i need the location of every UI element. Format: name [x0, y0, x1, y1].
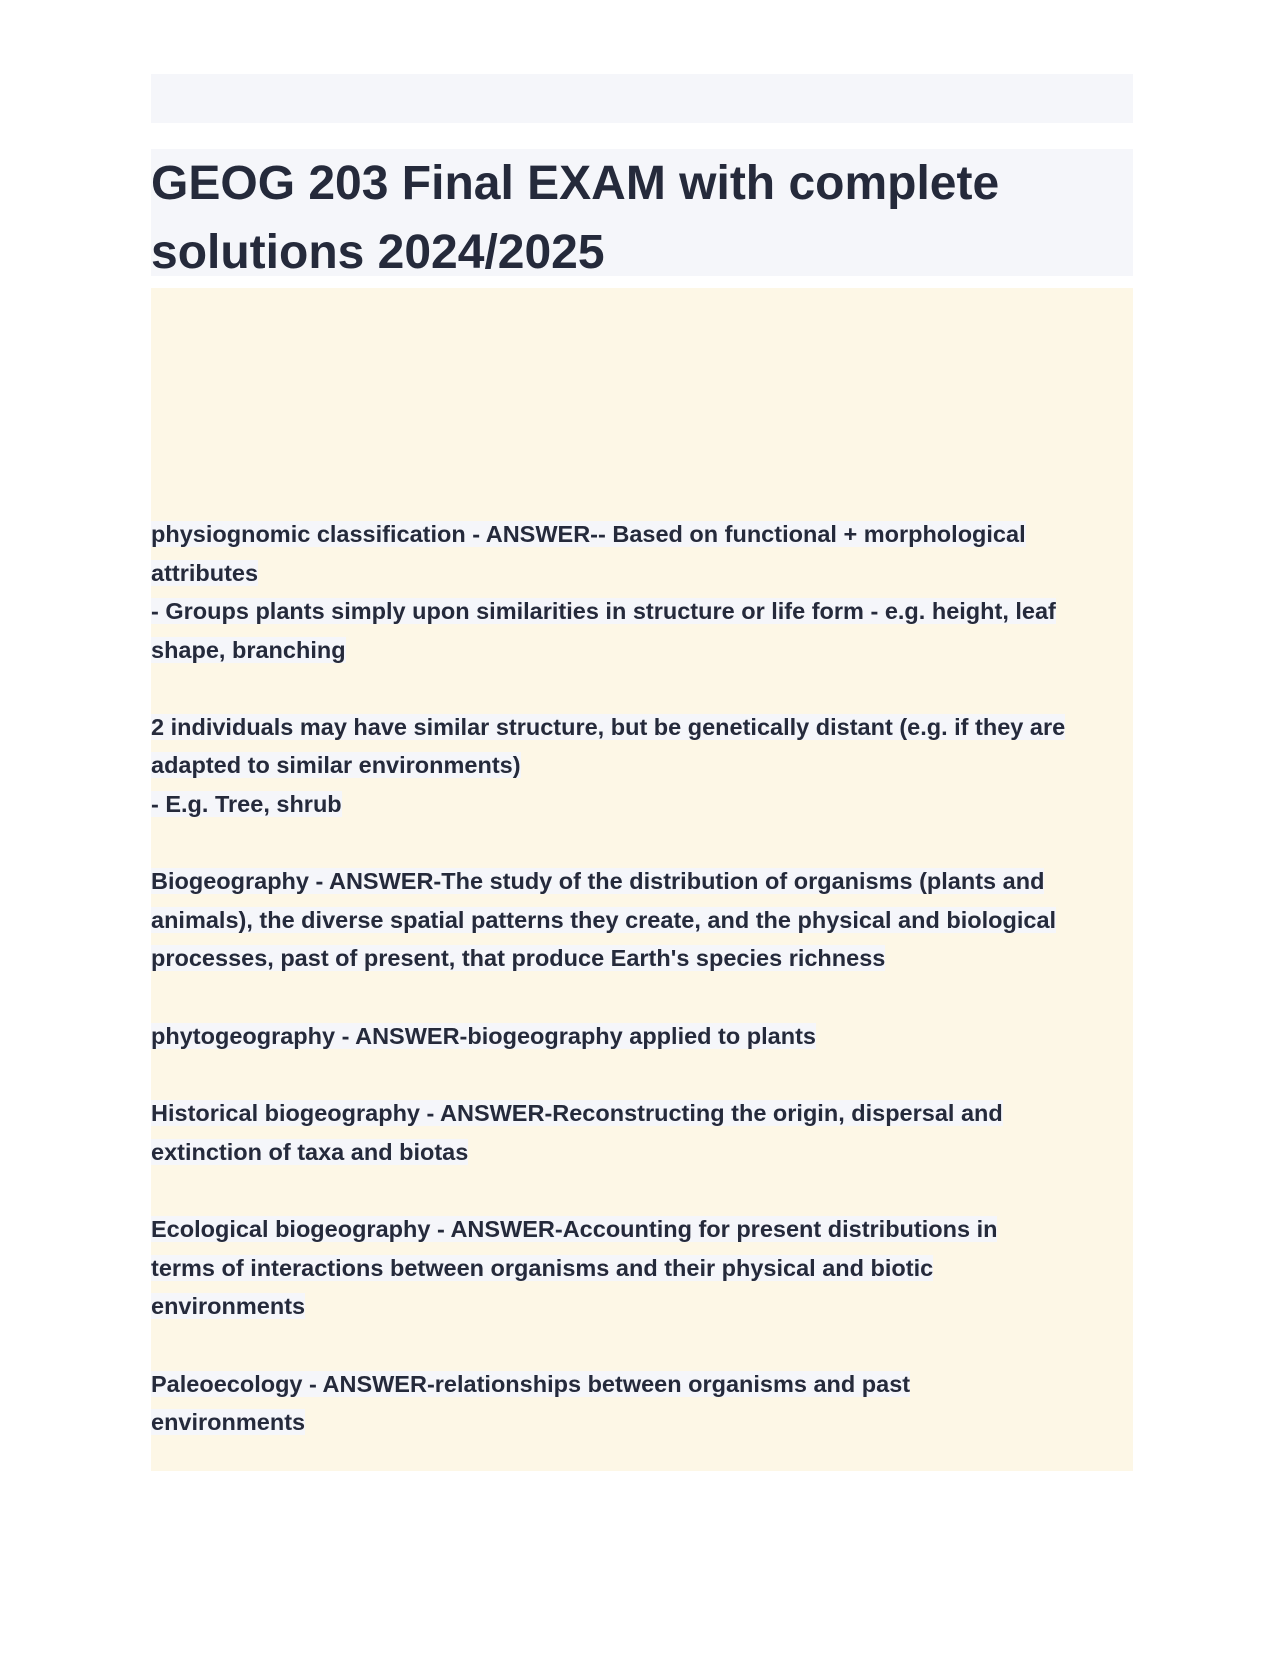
qa-entry-line: environments	[151, 1293, 306, 1319]
qa-entry-line: processes, past of present, that produce Earth's species richness	[151, 945, 886, 971]
qa-entry-line: adapted to similar environments)	[151, 752, 521, 778]
qa-entry-historical-biogeography	[151, 1094, 1133, 1171]
paragraph-gap	[151, 669, 1133, 708]
qa-entry-line: attributes	[151, 559, 259, 586]
qa-list	[151, 515, 1133, 1481]
qa-entry-line: shape, branching	[151, 636, 346, 663]
qa-entry-line: environments	[151, 1409, 306, 1435]
document-title-line: GEOG 203 Final EXAM with complete	[151, 157, 1000, 210]
qa-entry-line: - Groups plants simply upon similarities in structure or life form - e.g. height, leaf	[151, 598, 1056, 624]
content-block	[151, 288, 1133, 1471]
document-title-line: solutions 2024/2025	[151, 226, 605, 279]
header-band	[151, 74, 1133, 123]
qa-entry-line: - E.g. Tree, shrub	[151, 790, 342, 817]
qa-entry-biogeography	[151, 862, 1133, 978]
qa-entry-line: physiognomic classification - ANSWER-- Based on functional + morphological	[151, 521, 1026, 547]
qa-entry-line: terms of interactions between organisms and their physical and biotic	[151, 1254, 934, 1281]
qa-entry-paleoecology	[151, 1365, 1133, 1442]
qa-entry-line: Ecological biogeography - ANSWER-Accounting for present distributions in	[151, 1216, 998, 1242]
qa-entry-line: Historical biogeography - ANSWER-Reconstructing the origin, dispersal and	[151, 1100, 1003, 1126]
qa-entry-phytogeography	[151, 1017, 1133, 1056]
qa-entry-line: Biogeography - ANSWER-The study of the distribution of organisms (plants and	[151, 868, 1045, 894]
qa-entry-line: 2 individuals may have similar structure, but be genetically distant (e.g. if they are	[151, 713, 1066, 740]
title-block	[151, 149, 1133, 279]
qa-entry-line: Paleoecology - ANSWER-relationships between organisms and past	[151, 1370, 911, 1397]
document-title	[151, 149, 1133, 287]
qa-entry-ecological-biogeography	[151, 1210, 1133, 1326]
qa-entry-line: animals), the diverse spatial patterns they create, and the physical and biological	[151, 906, 1057, 933]
qa-entry-line: extinction of taxa and biotas	[151, 1138, 469, 1165]
qa-entry-line: phytogeography - ANSWER-biogeography applied to plants	[151, 1022, 816, 1049]
qa-entry-physiognomic-classification	[151, 515, 1133, 823]
